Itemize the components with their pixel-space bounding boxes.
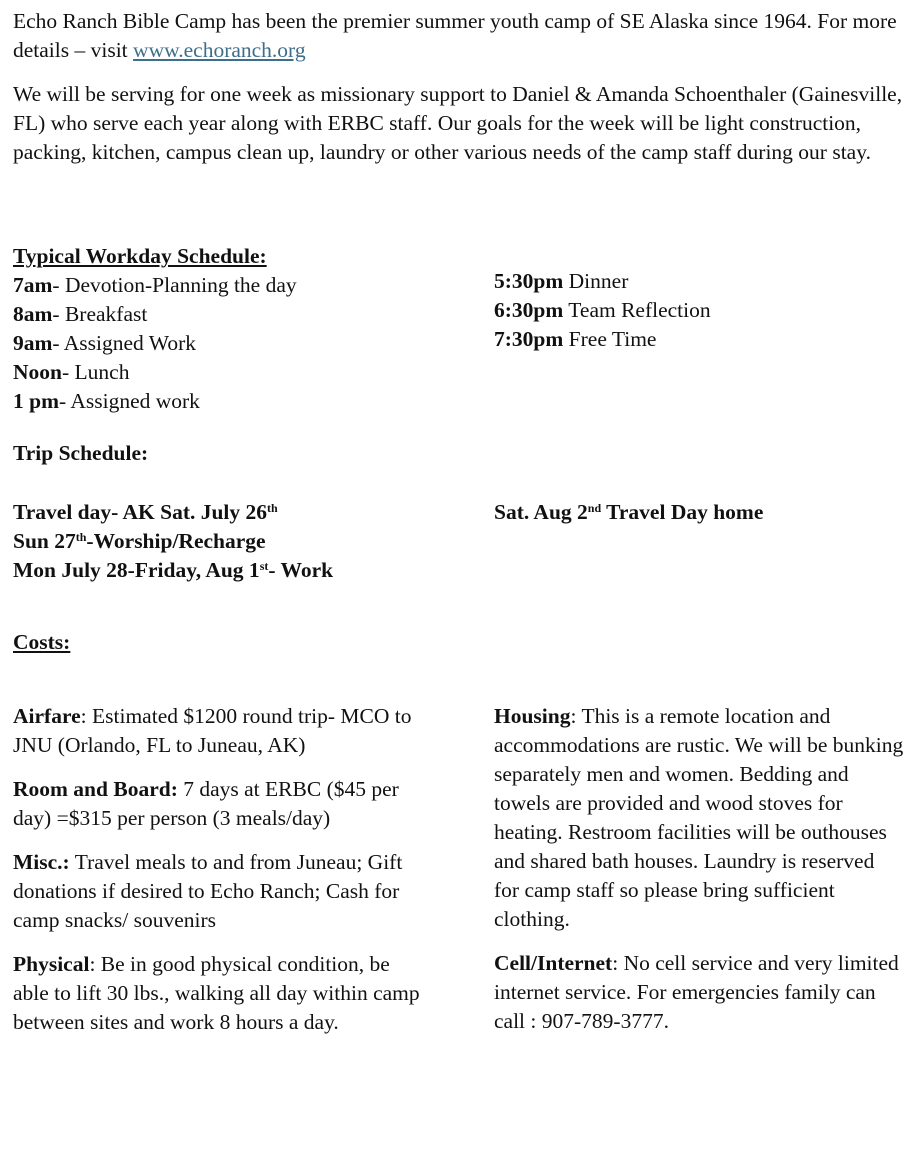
trip-line: Mon July 28-Friday, Aug 1st- Work: [13, 558, 334, 582]
trip-line: Sun 27th-Worship/Recharge: [13, 529, 266, 553]
workday-item: 9am- Assigned Work: [13, 331, 197, 355]
workday-item: 8am- Breakfast: [13, 302, 148, 326]
trip-schedule-right: Sat. Aug 2nd Travel Day home: [494, 500, 764, 524]
info-housing: Housing: This is a remote location and accommodations are rustic. We will be bunking separately men and women. Bedding and towels are provided and wood stoves for heating. Restroom facilities will be outhouses and shared bath houses. Laundry is reserved for camp staff so please bring sufficient clothing.: [494, 704, 904, 931]
costs-heading: Costs:: [13, 630, 71, 654]
workday-item: 7am- Devotion-Planning the day: [13, 273, 297, 297]
workday-schedule-right: [494, 267, 904, 354]
workday-item: 7:30pm Free Time: [494, 327, 657, 351]
website-link[interactable]: www.echoranch.org: [133, 38, 306, 62]
trip-line: Travel day- AK Sat. July 26th: [13, 500, 278, 524]
cost-misc: Misc.: Travel meals to and from Juneau; Gift donations if desired to Echo Ranch; Cash for camp snacks/ souvenirs: [13, 850, 403, 932]
workday-schedule-left: [13, 242, 423, 416]
workday-item: 5:30pm Dinner: [494, 269, 629, 293]
workday-item: 6:30pm Team Reflection: [494, 298, 711, 322]
info-cell-internet: Cell/Internet: No cell service and very limited internet service. For emergencies family can call : 907-789-3777.: [494, 951, 899, 1033]
costs-left-column: [13, 702, 423, 1037]
intro-section: [13, 7, 913, 167]
intro-paragraph-2: We will be serving for one week as missionary support to Daniel & Amanda Schoenthaler (Gainesville, FL) who serve each year along with ERBC staff. Our goals for the week will be light construction, packing, kitchen, campus clean up, laundry or other various needs of the camp staff during our stay.: [13, 82, 903, 164]
cost-airfare: Airfare: Estimated $1200 round trip- MCO to JNU (Orlando, FL to Juneau, AK): [13, 704, 412, 757]
trip-schedule-left: [13, 498, 483, 585]
intro-paragraph-1: [13, 7, 913, 65]
trip-heading: Trip Schedule:: [13, 441, 149, 465]
costs-right-column: [494, 702, 904, 1036]
cost-physical: Physical: Be in good physical condition, be able to lift 30 lbs., walking all day within camp between sites and work 8 hours a day.: [13, 952, 420, 1034]
cost-room-board: Room and Board: 7 days at ERBC ($45 per day) =$315 per person (3 meals/day): [13, 777, 399, 830]
workday-item: 1 pm- Assigned work: [13, 389, 200, 413]
workday-heading: Typical Workday Schedule:: [13, 244, 267, 268]
workday-item: Noon- Lunch: [13, 360, 130, 384]
intro-text: Echo Ranch Bible Camp has been the premier summer youth camp of SE Alaska since 1964. For more details – visit: [13, 9, 897, 62]
